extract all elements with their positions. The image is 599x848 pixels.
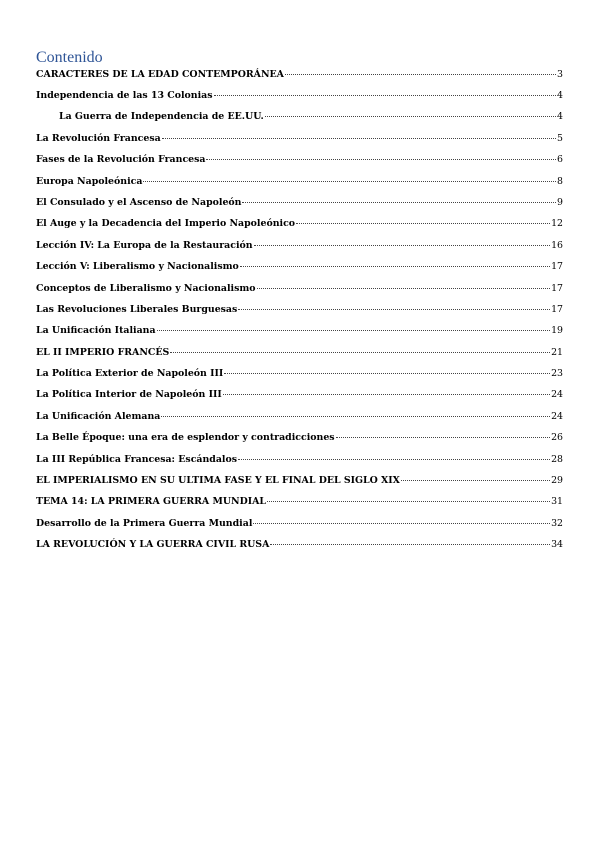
toc-dot-leader [285,74,556,75]
toc-entry[interactable] [36,474,563,495]
toc-page-number[interactable]: 4 [557,90,563,101]
toc-dot-leader [206,159,556,160]
toc-entry[interactable] [36,217,563,238]
toc-entry[interactable] [36,303,563,324]
toc-entry[interactable] [36,410,563,431]
toc-entry[interactable] [36,153,563,174]
toc-page-number[interactable]: 3 [557,69,563,80]
toc-dot-leader [240,266,550,267]
toc-page-number[interactable]: 19 [551,325,563,337]
toc-entry-text[interactable]: La Política Interior de Napoleón III [36,389,222,401]
toc-entry[interactable] [36,538,563,559]
toc-entry-text[interactable]: CARACTERES DE LA EDAD CONTEMPORÁNEA [36,69,284,80]
toc-entry[interactable] [36,324,563,345]
toc-entry[interactable] [36,110,563,131]
toc-page-number[interactable]: 8 [557,175,563,187]
toc-entry[interactable] [36,196,563,217]
toc-page-number[interactable]: 21 [551,346,563,358]
toc-entry[interactable] [36,282,563,303]
toc-page-number[interactable]: 29 [551,475,563,487]
toc-page-number[interactable]: 31 [551,496,563,508]
toc-page-number[interactable]: 4 [557,111,563,123]
toc-entry-text[interactable]: La Unificación Alemana [36,410,161,422]
toc-entry-text[interactable]: EL II IMPERIO FRANCÉS [36,346,170,358]
toc-dot-leader [161,416,550,417]
toc-entry[interactable] [36,388,563,409]
toc-dot-leader [296,223,550,224]
toc-list [36,68,563,560]
toc-dot-leader [223,394,550,395]
toc-entry[interactable] [36,89,563,110]
toc-page-number[interactable]: 26 [551,432,563,444]
toc-entry[interactable] [36,175,563,196]
toc-entry-text[interactable]: TEMA 14: LA PRIMERA GUERRA MUNDIAL [36,496,266,508]
toc-dot-leader [162,138,556,139]
toc-entry-text[interactable]: El Consulado y el Ascenso de Napoleón [36,196,242,208]
toc-page-number[interactable]: 17 [551,303,563,315]
toc-page-number[interactable]: 6 [557,154,563,166]
toc-dot-leader [265,116,556,117]
toc-title: Contenido [36,49,103,66]
toc-entry-text[interactable]: La Belle Époque: una era de esplendor y contradicciones [36,432,335,444]
toc-page-number[interactable]: 24 [551,389,563,401]
toc-entry-text[interactable]: La Política Exterior de Napoleón III [36,368,224,380]
toc-entry[interactable] [36,453,563,474]
toc-entry-text[interactable]: La Guerra de Independencia de EE.UU. [59,111,264,123]
toc-page-number[interactable]: 28 [551,453,563,465]
toc-dot-leader [224,373,550,374]
toc-entry-text[interactable]: Europa Napoleónica [36,175,143,187]
toc-dot-leader [257,288,551,289]
toc-entry[interactable] [36,346,563,367]
toc-dot-leader [401,480,550,481]
toc-dot-leader [267,501,550,502]
toc-page-number[interactable]: 9 [557,196,563,208]
toc-dot-leader [170,352,550,353]
toc-entry-text[interactable]: Independencia de las 13 Colonias [36,90,213,101]
toc-page-number[interactable]: 32 [551,517,563,529]
toc-dot-leader [143,181,556,182]
toc-dot-leader [254,245,550,246]
toc-page-number[interactable]: 5 [557,132,563,144]
toc-dot-leader [242,202,556,203]
toc-entry-text[interactable]: EL IMPERIALISMO EN SU ULTIMA FASE Y EL FINAL DEL SIGLO XIX [36,475,400,487]
toc-page-number[interactable]: 17 [551,282,563,294]
toc-entry-text[interactable]: Lección IV: La Europa de la Restauración [36,239,253,251]
toc-dot-leader [253,523,550,524]
toc-entry-text[interactable]: La III República Francesa: Escándalos [36,453,238,465]
toc-page-number[interactable]: 34 [551,539,563,551]
toc-entry-text[interactable]: Las Revoluciones Liberales Burguesas [36,303,238,315]
toc-entry[interactable] [36,431,563,452]
toc-page-number[interactable]: 24 [551,410,563,422]
toc-dot-leader [336,437,550,438]
toc-entry[interactable] [36,495,563,516]
toc-entry[interactable] [36,239,563,260]
toc-entry-text[interactable]: Conceptos de Liberalismo y Nacionalismo [36,282,256,294]
toc-page-number[interactable]: 23 [551,368,563,380]
toc-entry-text[interactable]: Fases de la Revolución Francesa [36,154,206,166]
toc-entry-text[interactable]: La Unificación Italiana [36,325,156,337]
toc-entry-text[interactable]: LA REVOLUCIÓN Y LA GUERRA CIVIL RUSA [36,539,270,551]
toc-entry-text[interactable]: Lección V: Liberalismo y Nacionalismo [36,261,239,273]
toc-dot-leader [238,309,550,310]
toc-entry-text[interactable]: Desarrollo de la Primera Guerra Mundial [36,517,253,529]
toc-dot-leader [238,459,550,460]
toc-page-number[interactable]: 12 [551,218,563,230]
toc-entry-text[interactable]: La Revolución Francesa [36,132,161,144]
toc-entry[interactable] [36,68,563,89]
toc-page-number[interactable]: 17 [551,261,563,273]
toc-entry[interactable] [36,132,563,153]
toc-dot-leader [157,330,550,331]
toc-entry[interactable] [36,367,563,388]
toc-dot-leader [214,95,556,96]
toc-page-number[interactable]: 16 [551,239,563,251]
toc-entry[interactable] [36,517,563,538]
toc-dot-leader [270,544,550,545]
document-page [36,48,563,560]
toc-entry-text[interactable]: El Auge y la Decadencia del Imperio Napoleónico [36,218,296,230]
toc-entry[interactable] [36,260,563,281]
